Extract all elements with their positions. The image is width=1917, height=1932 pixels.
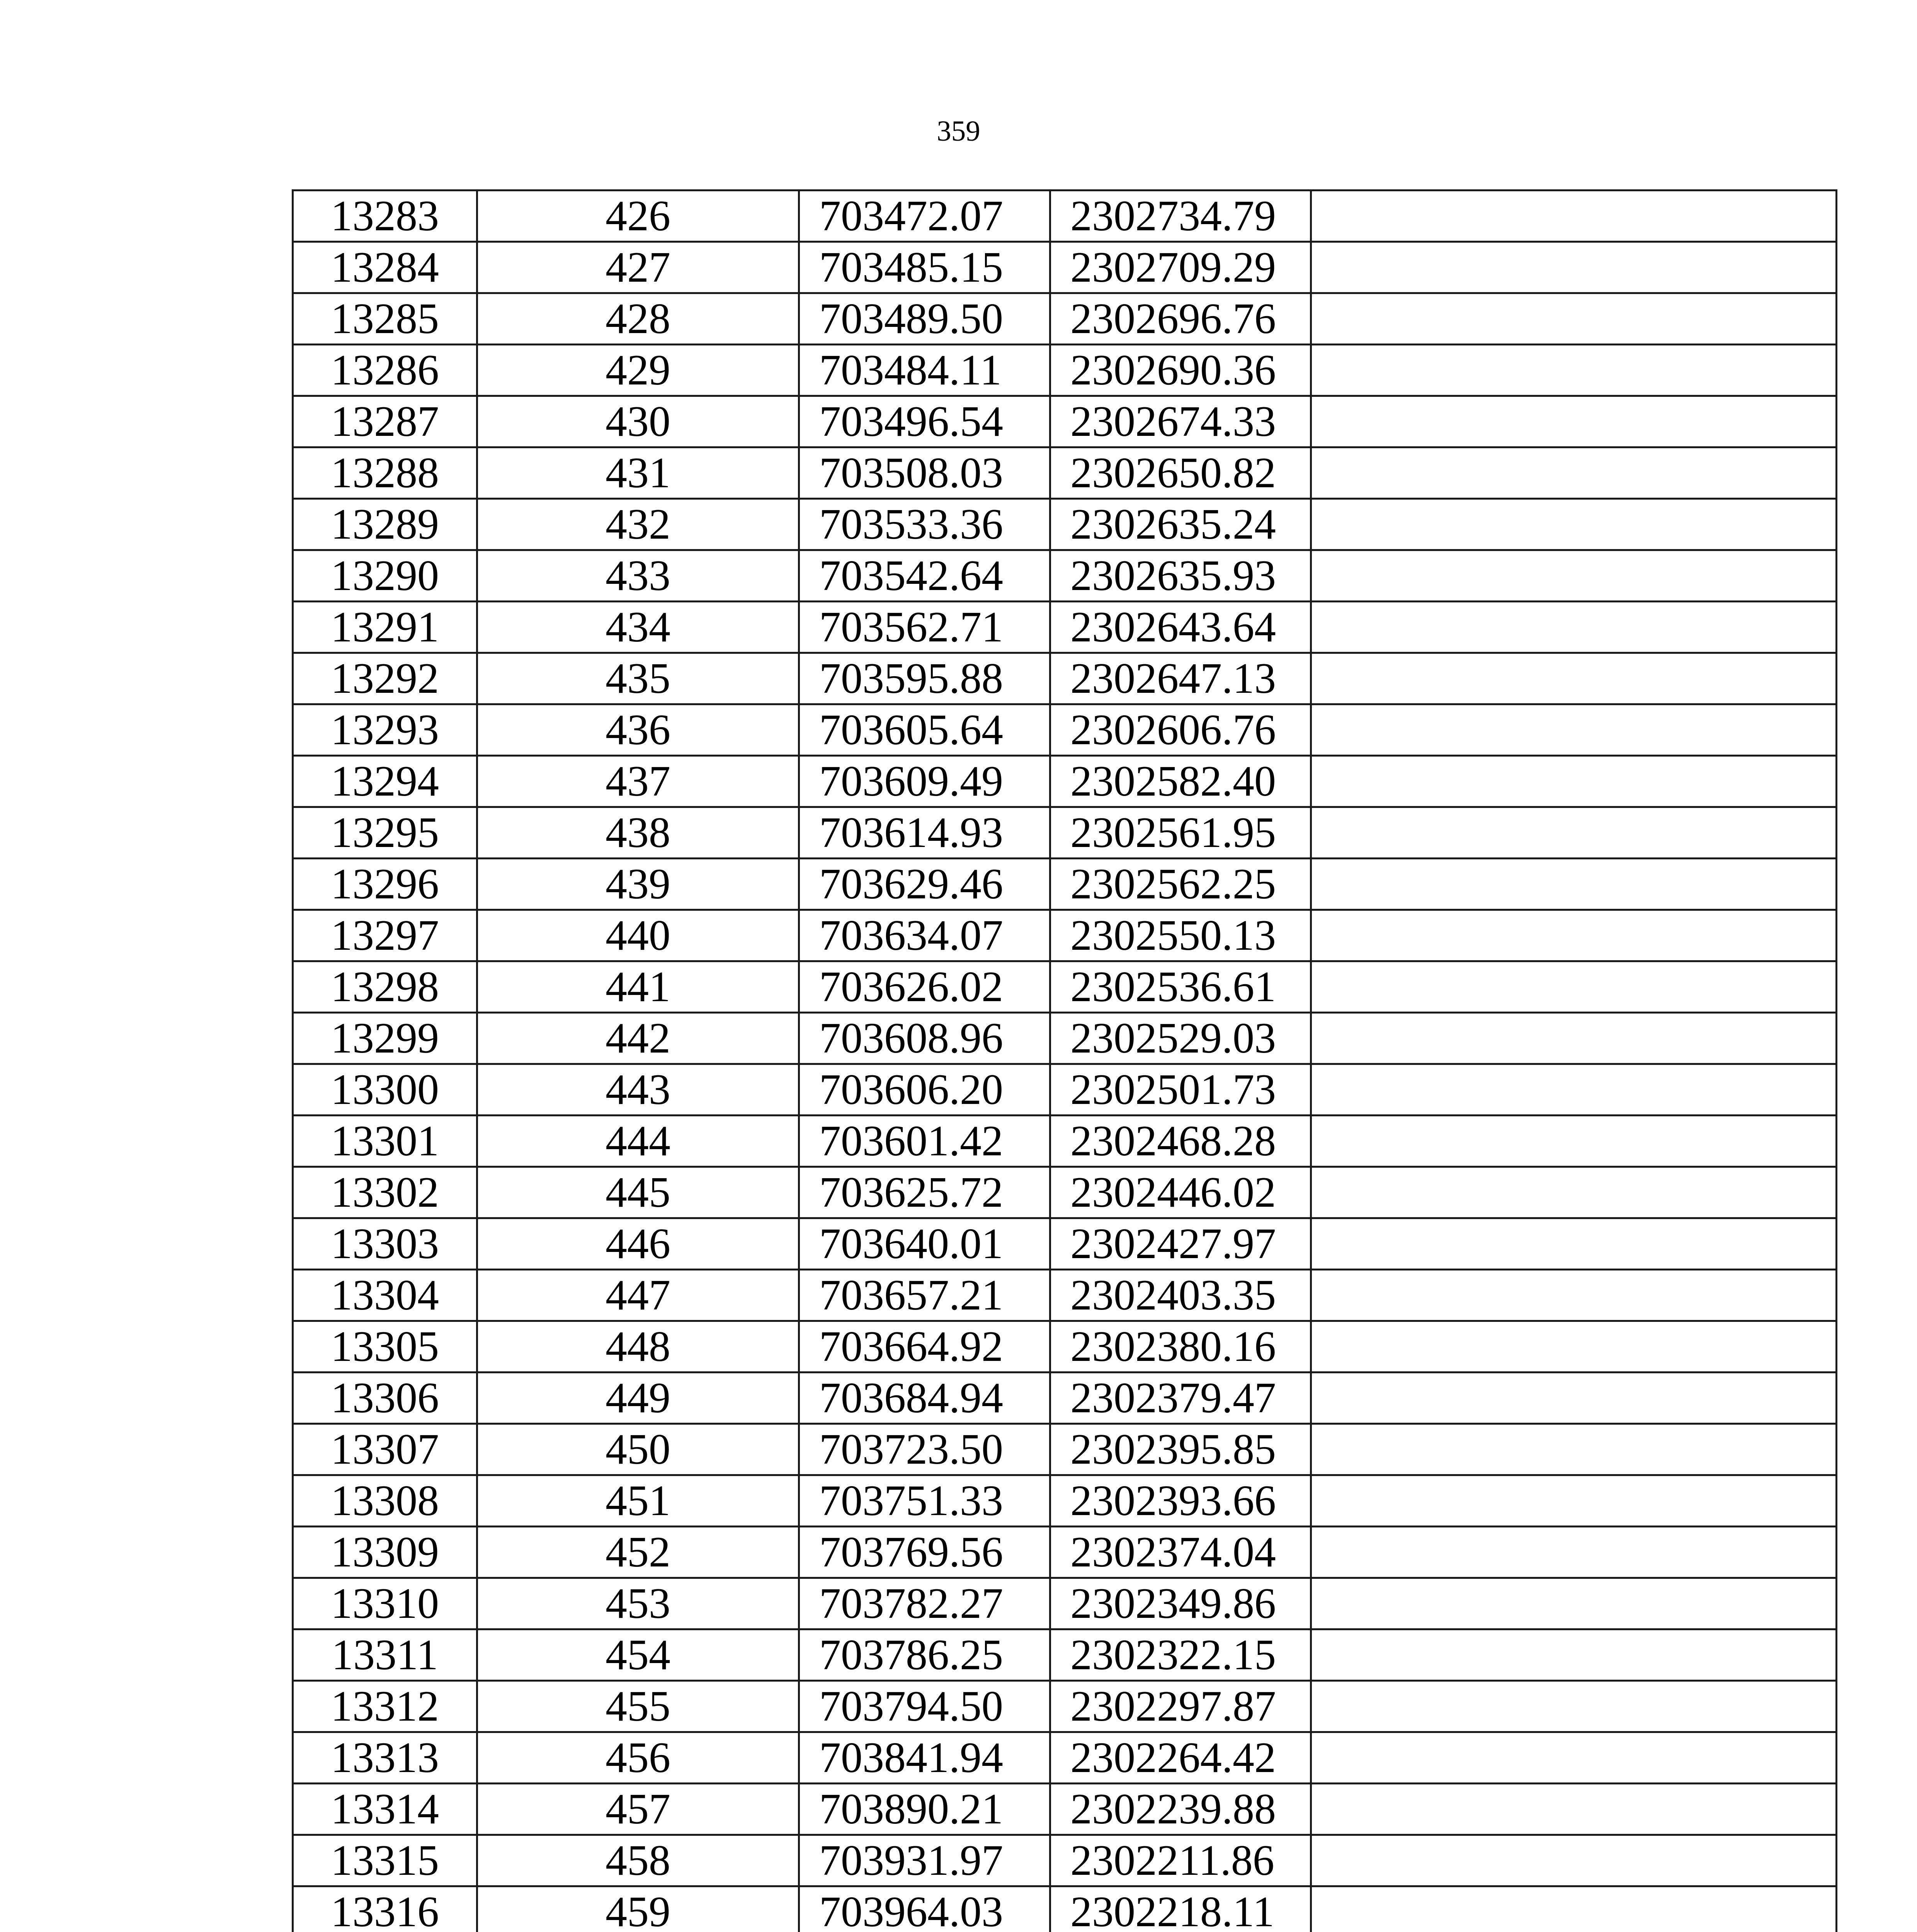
y-coordinate-cell: 2302468.28 bbox=[1050, 1116, 1311, 1167]
table-row bbox=[293, 1116, 1837, 1167]
note-cell bbox=[1311, 1013, 1837, 1064]
y-coordinate-cell: 2302647.13 bbox=[1050, 653, 1311, 704]
x-coordinate-cell: 703484.11 bbox=[799, 345, 1050, 396]
note-cell bbox=[1311, 396, 1837, 447]
y-coordinate-cell: 2302239.88 bbox=[1050, 1784, 1311, 1835]
table-row bbox=[293, 396, 1837, 447]
y-coordinate-cell: 2302446.02 bbox=[1050, 1167, 1311, 1218]
note-cell bbox=[1311, 1835, 1837, 1886]
x-coordinate-cell: 703629.46 bbox=[799, 859, 1050, 910]
point-id-cell: 13290 bbox=[293, 550, 477, 602]
y-coordinate-cell: 2302211.86 bbox=[1050, 1835, 1311, 1886]
note-cell bbox=[1311, 1475, 1837, 1527]
point-id-cell: 13291 bbox=[293, 602, 477, 653]
x-coordinate-cell: 703496.54 bbox=[799, 396, 1050, 447]
vertex-number-cell: 444 bbox=[477, 1116, 799, 1167]
y-coordinate-cell: 2302561.95 bbox=[1050, 807, 1311, 859]
table-row bbox=[293, 293, 1837, 345]
point-id-cell: 13309 bbox=[293, 1527, 477, 1578]
y-coordinate-cell: 2302379.47 bbox=[1050, 1372, 1311, 1424]
note-cell bbox=[1311, 704, 1837, 756]
y-coordinate-cell: 2302709.29 bbox=[1050, 242, 1311, 293]
table-row bbox=[293, 1732, 1837, 1784]
table-row bbox=[293, 1372, 1837, 1424]
point-id-cell: 13312 bbox=[293, 1681, 477, 1732]
table-row bbox=[293, 1218, 1837, 1270]
point-id-cell: 13295 bbox=[293, 807, 477, 859]
point-id-cell: 13315 bbox=[293, 1835, 477, 1886]
note-cell bbox=[1311, 293, 1837, 345]
vertex-number-cell: 439 bbox=[477, 859, 799, 910]
table-row bbox=[293, 550, 1837, 602]
note-cell bbox=[1311, 447, 1837, 499]
y-coordinate-cell: 2302403.35 bbox=[1050, 1270, 1311, 1321]
y-coordinate-cell: 2302562.25 bbox=[1050, 859, 1311, 910]
table-row bbox=[293, 1475, 1837, 1527]
table-row bbox=[293, 242, 1837, 293]
vertex-number-cell: 440 bbox=[477, 910, 799, 961]
point-id-cell: 13294 bbox=[293, 756, 477, 807]
table-row bbox=[293, 1527, 1837, 1578]
x-coordinate-cell: 703489.50 bbox=[799, 293, 1050, 345]
table-row bbox=[293, 1321, 1837, 1372]
point-id-cell: 13286 bbox=[293, 345, 477, 396]
point-id-cell: 13289 bbox=[293, 499, 477, 550]
x-coordinate-cell: 703684.94 bbox=[799, 1372, 1050, 1424]
point-id-cell: 13308 bbox=[293, 1475, 477, 1527]
table-row bbox=[293, 1064, 1837, 1116]
point-id-cell: 13300 bbox=[293, 1064, 477, 1116]
table-row bbox=[293, 756, 1837, 807]
y-coordinate-cell: 2302264.42 bbox=[1050, 1732, 1311, 1784]
vertex-number-cell: 457 bbox=[477, 1784, 799, 1835]
point-id-cell: 13298 bbox=[293, 961, 477, 1013]
point-id-cell: 13285 bbox=[293, 293, 477, 345]
x-coordinate-cell: 703595.88 bbox=[799, 653, 1050, 704]
table-row bbox=[293, 447, 1837, 499]
table-row bbox=[293, 1629, 1837, 1681]
note-cell bbox=[1311, 602, 1837, 653]
vertex-number-cell: 451 bbox=[477, 1475, 799, 1527]
point-id-cell: 13297 bbox=[293, 910, 477, 961]
point-id-cell: 13287 bbox=[293, 396, 477, 447]
vertex-number-cell: 448 bbox=[477, 1321, 799, 1372]
table-row bbox=[293, 1424, 1837, 1475]
note-cell bbox=[1311, 756, 1837, 807]
table-row bbox=[293, 807, 1837, 859]
note-cell bbox=[1311, 499, 1837, 550]
y-coordinate-cell: 2302393.66 bbox=[1050, 1475, 1311, 1527]
page-number: 359 bbox=[937, 115, 980, 147]
y-coordinate-cell: 2302349.86 bbox=[1050, 1578, 1311, 1629]
vertex-number-cell: 431 bbox=[477, 447, 799, 499]
note-cell bbox=[1311, 1886, 1837, 1932]
vertex-number-cell: 456 bbox=[477, 1732, 799, 1784]
x-coordinate-cell: 703634.07 bbox=[799, 910, 1050, 961]
y-coordinate-cell: 2302427.97 bbox=[1050, 1218, 1311, 1270]
point-id-cell: 13305 bbox=[293, 1321, 477, 1372]
note-cell bbox=[1311, 1321, 1837, 1372]
y-coordinate-cell: 2302650.82 bbox=[1050, 447, 1311, 499]
vertex-number-cell: 438 bbox=[477, 807, 799, 859]
y-coordinate-cell: 2302297.87 bbox=[1050, 1681, 1311, 1732]
x-coordinate-cell: 703626.02 bbox=[799, 961, 1050, 1013]
table-row bbox=[293, 499, 1837, 550]
vertex-number-cell: 449 bbox=[477, 1372, 799, 1424]
y-coordinate-cell: 2302380.16 bbox=[1050, 1321, 1311, 1372]
point-id-cell: 13314 bbox=[293, 1784, 477, 1835]
table-row bbox=[293, 1886, 1837, 1932]
vertex-number-cell: 435 bbox=[477, 653, 799, 704]
x-coordinate-cell: 703609.49 bbox=[799, 756, 1050, 807]
table-row bbox=[293, 1681, 1837, 1732]
note-cell bbox=[1311, 242, 1837, 293]
x-coordinate-cell: 703657.21 bbox=[799, 1270, 1050, 1321]
x-coordinate-cell: 703605.64 bbox=[799, 704, 1050, 756]
vertex-number-cell: 450 bbox=[477, 1424, 799, 1475]
point-id-cell: 13288 bbox=[293, 447, 477, 499]
x-coordinate-cell: 703614.93 bbox=[799, 807, 1050, 859]
vertex-number-cell: 436 bbox=[477, 704, 799, 756]
vertex-number-cell: 434 bbox=[477, 602, 799, 653]
y-coordinate-cell: 2302734.79 bbox=[1050, 190, 1311, 242]
x-coordinate-cell: 703964.03 bbox=[799, 1886, 1050, 1932]
vertex-number-cell: 442 bbox=[477, 1013, 799, 1064]
x-coordinate-cell: 703640.01 bbox=[799, 1218, 1050, 1270]
table-row bbox=[293, 1013, 1837, 1064]
coordinate-table bbox=[292, 189, 1837, 1932]
x-coordinate-cell: 703751.33 bbox=[799, 1475, 1050, 1527]
table-row bbox=[293, 910, 1837, 961]
x-coordinate-cell: 703769.56 bbox=[799, 1527, 1050, 1578]
x-coordinate-cell: 703562.71 bbox=[799, 602, 1050, 653]
table-row bbox=[293, 190, 1837, 242]
x-coordinate-cell: 703794.50 bbox=[799, 1681, 1050, 1732]
note-cell bbox=[1311, 1527, 1837, 1578]
x-coordinate-cell: 703841.94 bbox=[799, 1732, 1050, 1784]
note-cell bbox=[1311, 1372, 1837, 1424]
note-cell bbox=[1311, 1732, 1837, 1784]
y-coordinate-cell: 2302674.33 bbox=[1050, 396, 1311, 447]
vertex-number-cell: 427 bbox=[477, 242, 799, 293]
table-body bbox=[293, 190, 1837, 1932]
vertex-number-cell: 459 bbox=[477, 1886, 799, 1932]
vertex-number-cell: 443 bbox=[477, 1064, 799, 1116]
vertex-number-cell: 445 bbox=[477, 1167, 799, 1218]
vertex-number-cell: 428 bbox=[477, 293, 799, 345]
y-coordinate-cell: 2302501.73 bbox=[1050, 1064, 1311, 1116]
vertex-number-cell: 446 bbox=[477, 1218, 799, 1270]
x-coordinate-cell: 703890.21 bbox=[799, 1784, 1050, 1835]
x-coordinate-cell: 703485.15 bbox=[799, 242, 1050, 293]
table-row bbox=[293, 1835, 1837, 1886]
note-cell bbox=[1311, 1270, 1837, 1321]
note-cell bbox=[1311, 1578, 1837, 1629]
vertex-number-cell: 426 bbox=[477, 190, 799, 242]
note-cell bbox=[1311, 859, 1837, 910]
point-id-cell: 13310 bbox=[293, 1578, 477, 1629]
vertex-number-cell: 441 bbox=[477, 961, 799, 1013]
y-coordinate-cell: 2302536.61 bbox=[1050, 961, 1311, 1013]
table-row bbox=[293, 1167, 1837, 1218]
point-id-cell: 13313 bbox=[293, 1732, 477, 1784]
x-coordinate-cell: 703664.92 bbox=[799, 1321, 1050, 1372]
vertex-number-cell: 432 bbox=[477, 499, 799, 550]
note-cell bbox=[1311, 1064, 1837, 1116]
note-cell bbox=[1311, 653, 1837, 704]
note-cell bbox=[1311, 345, 1837, 396]
point-id-cell: 13283 bbox=[293, 190, 477, 242]
point-id-cell: 13301 bbox=[293, 1116, 477, 1167]
x-coordinate-cell: 703931.97 bbox=[799, 1835, 1050, 1886]
y-coordinate-cell: 2302635.24 bbox=[1050, 499, 1311, 550]
point-id-cell: 13307 bbox=[293, 1424, 477, 1475]
table-row bbox=[293, 602, 1837, 653]
x-coordinate-cell: 703786.25 bbox=[799, 1629, 1050, 1681]
x-coordinate-cell: 703472.07 bbox=[799, 190, 1050, 242]
vertex-number-cell: 433 bbox=[477, 550, 799, 602]
y-coordinate-cell: 2302374.04 bbox=[1050, 1527, 1311, 1578]
point-id-cell: 13306 bbox=[293, 1372, 477, 1424]
x-coordinate-cell: 703723.50 bbox=[799, 1424, 1050, 1475]
note-cell bbox=[1311, 910, 1837, 961]
x-coordinate-cell: 703625.72 bbox=[799, 1167, 1050, 1218]
point-id-cell: 13293 bbox=[293, 704, 477, 756]
x-coordinate-cell: 703533.36 bbox=[799, 499, 1050, 550]
note-cell bbox=[1311, 1784, 1837, 1835]
vertex-number-cell: 455 bbox=[477, 1681, 799, 1732]
note-cell bbox=[1311, 1424, 1837, 1475]
point-id-cell: 13304 bbox=[293, 1270, 477, 1321]
y-coordinate-cell: 2302218.11 bbox=[1050, 1886, 1311, 1932]
point-id-cell: 13296 bbox=[293, 859, 477, 910]
point-id-cell: 13292 bbox=[293, 653, 477, 704]
vertex-number-cell: 453 bbox=[477, 1578, 799, 1629]
vertex-number-cell: 452 bbox=[477, 1527, 799, 1578]
note-cell bbox=[1311, 550, 1837, 602]
note-cell bbox=[1311, 1167, 1837, 1218]
table-row bbox=[293, 1578, 1837, 1629]
note-cell bbox=[1311, 1629, 1837, 1681]
point-id-cell: 13316 bbox=[293, 1886, 477, 1932]
note-cell bbox=[1311, 1218, 1837, 1270]
vertex-number-cell: 454 bbox=[477, 1629, 799, 1681]
table-row bbox=[293, 704, 1837, 756]
y-coordinate-cell: 2302690.36 bbox=[1050, 345, 1311, 396]
y-coordinate-cell: 2302606.76 bbox=[1050, 704, 1311, 756]
table-row bbox=[293, 1784, 1837, 1835]
vertex-number-cell: 437 bbox=[477, 756, 799, 807]
vertex-number-cell: 430 bbox=[477, 396, 799, 447]
table-row bbox=[293, 653, 1837, 704]
y-coordinate-cell: 2302582.40 bbox=[1050, 756, 1311, 807]
note-cell bbox=[1311, 961, 1837, 1013]
point-id-cell: 13303 bbox=[293, 1218, 477, 1270]
x-coordinate-cell: 703608.96 bbox=[799, 1013, 1050, 1064]
table-row bbox=[293, 859, 1837, 910]
table-row bbox=[293, 345, 1837, 396]
y-coordinate-cell: 2302395.85 bbox=[1050, 1424, 1311, 1475]
x-coordinate-cell: 703782.27 bbox=[799, 1578, 1050, 1629]
y-coordinate-cell: 2302529.03 bbox=[1050, 1013, 1311, 1064]
x-coordinate-cell: 703542.64 bbox=[799, 550, 1050, 602]
note-cell bbox=[1311, 1116, 1837, 1167]
vertex-number-cell: 447 bbox=[477, 1270, 799, 1321]
vertex-number-cell: 429 bbox=[477, 345, 799, 396]
table-row bbox=[293, 961, 1837, 1013]
x-coordinate-cell: 703508.03 bbox=[799, 447, 1050, 499]
note-cell bbox=[1311, 190, 1837, 242]
y-coordinate-cell: 2302322.15 bbox=[1050, 1629, 1311, 1681]
y-coordinate-cell: 2302643.64 bbox=[1050, 602, 1311, 653]
point-id-cell: 13311 bbox=[293, 1629, 477, 1681]
x-coordinate-cell: 703606.20 bbox=[799, 1064, 1050, 1116]
y-coordinate-cell: 2302696.76 bbox=[1050, 293, 1311, 345]
note-cell bbox=[1311, 1681, 1837, 1732]
point-id-cell: 13284 bbox=[293, 242, 477, 293]
point-id-cell: 13302 bbox=[293, 1167, 477, 1218]
vertex-number-cell: 458 bbox=[477, 1835, 799, 1886]
table-row bbox=[293, 1270, 1837, 1321]
x-coordinate-cell: 703601.42 bbox=[799, 1116, 1050, 1167]
y-coordinate-cell: 2302550.13 bbox=[1050, 910, 1311, 961]
point-id-cell: 13299 bbox=[293, 1013, 477, 1064]
note-cell bbox=[1311, 807, 1837, 859]
y-coordinate-cell: 2302635.93 bbox=[1050, 550, 1311, 602]
